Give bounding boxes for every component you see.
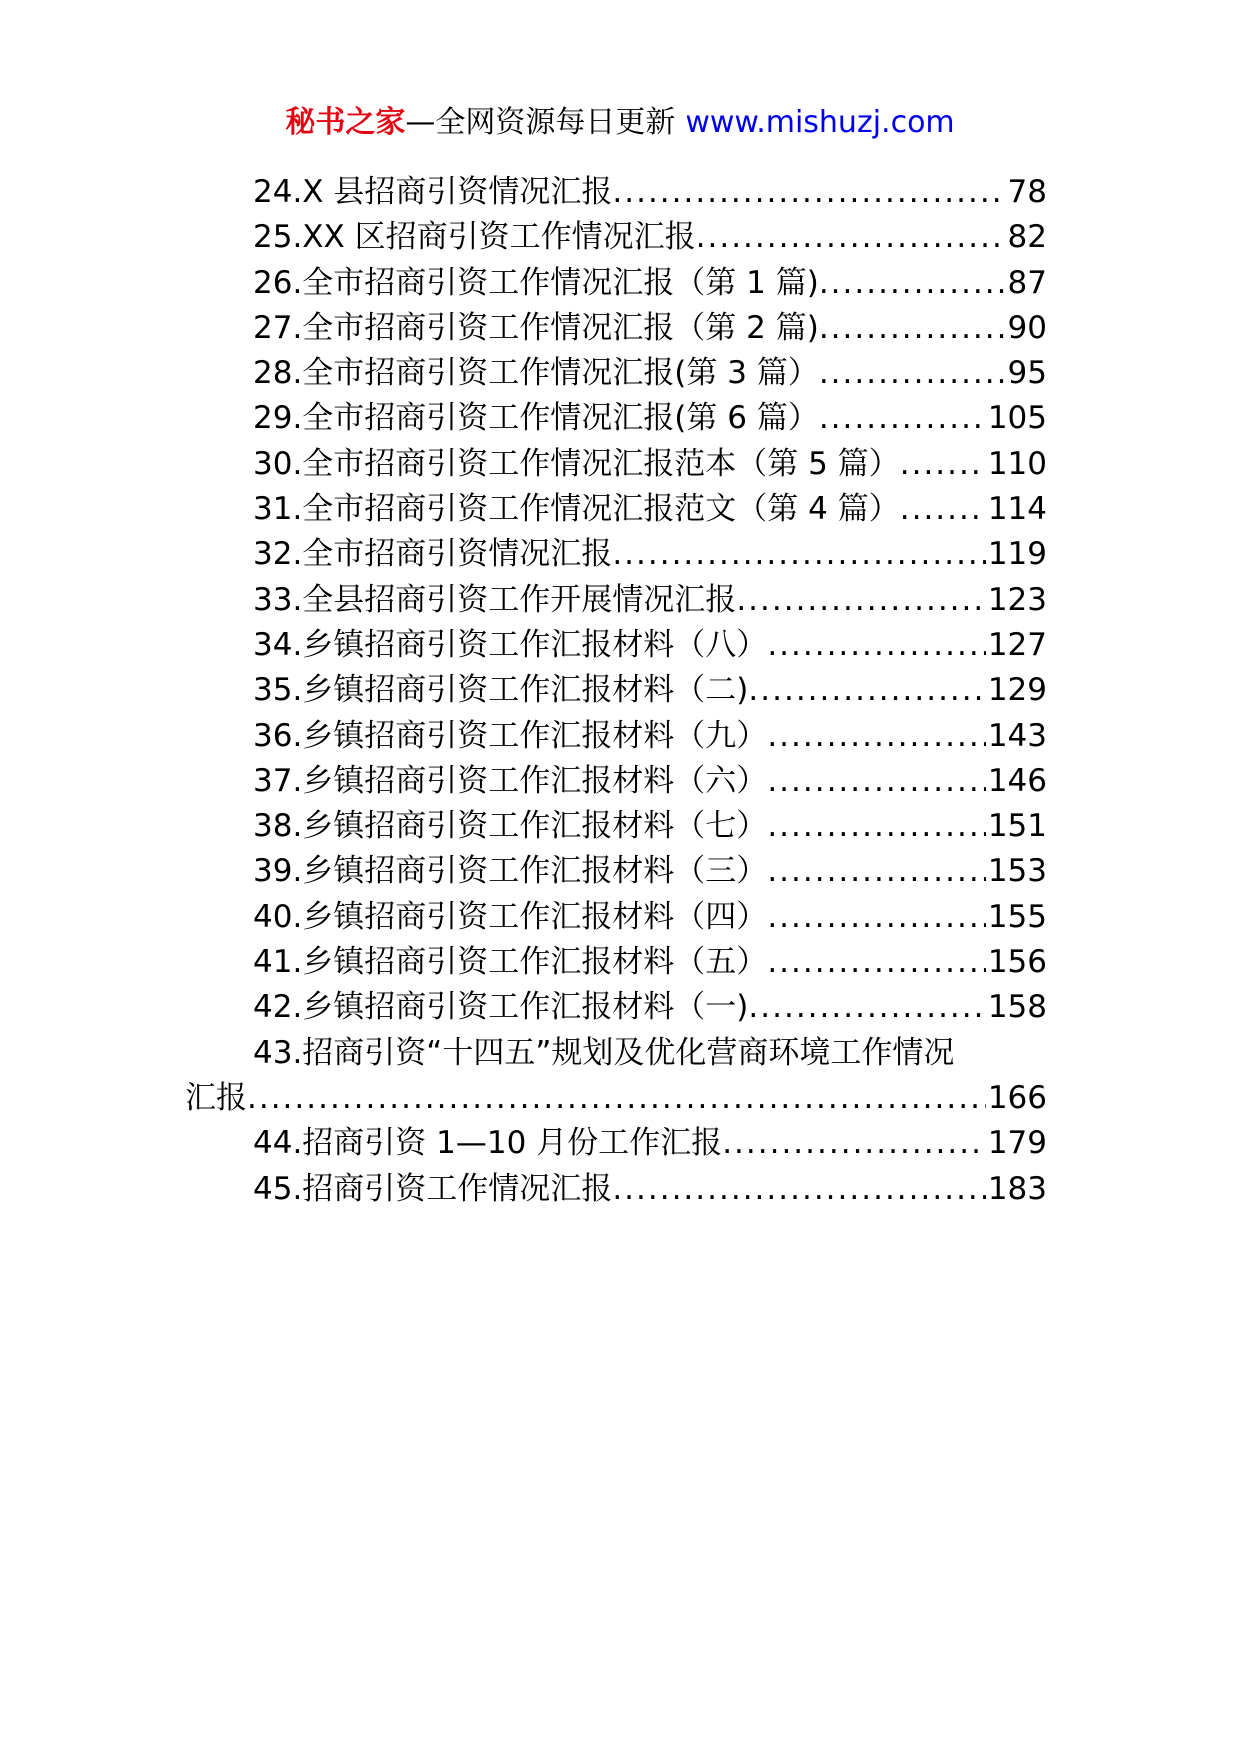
- toc-page-number: 158: [987, 989, 1047, 1026]
- toc-page-number: 90: [1007, 309, 1047, 346]
- toc-page-number: 78: [1007, 174, 1047, 210]
- toc-entry-title: 39.乡镇招商引资工作汇报材料（三）: [253, 853, 768, 890]
- toc-dot-leader: [900, 442, 986, 487]
- toc-entry[interactable]: [185, 170, 1047, 215]
- toc-entry-title: 36.乡镇招商引资工作汇报材料（九）: [253, 717, 768, 754]
- toc-dot-leader: [748, 985, 985, 1030]
- toc-entry[interactable]: [185, 1121, 1047, 1166]
- toc-page-number: 119: [987, 536, 1047, 573]
- toc-entry-title: 34.乡镇招商引资工作汇报材料（八）: [253, 626, 768, 663]
- toc-entry[interactable]: [185, 804, 1047, 849]
- toc-dot-leader: [819, 306, 1006, 351]
- toc-entry[interactable]: [185, 1167, 1047, 1212]
- toc-entry-title: 43.招商引资“十四五”规划及优化营商环境工作情况: [253, 1034, 955, 1071]
- toc-page-number: 143: [987, 717, 1047, 754]
- header-brand: 秘书之家: [285, 105, 406, 140]
- toc-page-number: 95: [1007, 355, 1047, 392]
- toc-page-number: 153: [987, 853, 1047, 890]
- toc-dot-leader: [819, 261, 1006, 306]
- toc-entry-title: 45.招商引资工作情况汇报: [253, 1170, 613, 1207]
- toc-entry-title: 28.全市招商引资工作情况汇报(第 3 篇）: [253, 355, 819, 392]
- toc-entry-title: 40.乡镇招商引资工作汇报材料（四）: [253, 898, 768, 935]
- toc-dot-leader: [736, 578, 986, 623]
- toc-entry-title: 25.XX 区招商引资工作情况汇报: [253, 219, 696, 256]
- toc-dot-leader: [247, 1076, 986, 1121]
- toc-entry-title: 35.乡镇招商引资工作汇报材料（二): [253, 672, 749, 709]
- toc-page-number: 156: [987, 944, 1047, 981]
- toc-entry-title: 42.乡镇招商引资工作汇报材料（一): [253, 989, 749, 1026]
- toc-dot-leader: [612, 170, 1005, 215]
- toc-entry[interactable]: [185, 623, 1047, 668]
- header-slogan: —全网资源每日更新: [405, 105, 676, 140]
- toc-entry-wrapped[interactable]: [185, 1031, 1047, 1122]
- toc-entry-title: 26.全市招商引资工作情况汇报（第 1 篇): [253, 264, 819, 301]
- toc-dot-leader: [722, 1121, 986, 1166]
- toc-entry[interactable]: [185, 578, 1047, 623]
- toc-page-number: 82: [1007, 219, 1047, 256]
- toc-entry[interactable]: [185, 668, 1047, 713]
- header-url-link[interactable]: www.mishuzj.com: [685, 105, 955, 140]
- toc-entry-title: 44.招商引资 1—10 月份工作汇报: [253, 1125, 723, 1162]
- toc-page-number: 183: [987, 1170, 1047, 1207]
- toc-entry-title: 29.全市招商引资工作情况汇报(第 6 篇）: [253, 400, 819, 437]
- toc-entry[interactable]: [185, 759, 1047, 804]
- toc-dot-leader: [767, 895, 986, 940]
- toc-entry-title: 32.全市招商引资情况汇报: [253, 536, 613, 573]
- toc-dot-leader: [767, 940, 986, 985]
- toc-dot-leader: [767, 714, 986, 759]
- toc-entry-title: 38.乡镇招商引资工作汇报材料（七）: [253, 808, 768, 845]
- toc-page-number: 155: [987, 898, 1047, 935]
- toc-dot-leader: [612, 532, 986, 577]
- toc-entry-title: 31.全市招商引资工作情况汇报范文（第 4 篇）: [253, 491, 900, 528]
- toc-entry[interactable]: [185, 714, 1047, 759]
- toc-page-number: 123: [987, 581, 1047, 618]
- toc-entry[interactable]: [185, 532, 1047, 577]
- toc-page-number: 114: [987, 491, 1047, 528]
- table-of-contents: [185, 170, 1047, 1212]
- toc-dot-leader: [900, 487, 986, 532]
- toc-entry-title: 27.全市招商引资工作情况汇报（第 2 篇): [253, 309, 819, 346]
- toc-entry[interactable]: [185, 261, 1047, 306]
- toc-page-number: 105: [987, 400, 1047, 437]
- toc-entry-title-continuation: 汇报: [185, 1079, 247, 1116]
- page-header: [0, 103, 1240, 143]
- toc-entry[interactable]: [185, 985, 1047, 1030]
- toc-page-number: 179: [987, 1125, 1047, 1162]
- toc-entry-title: 37.乡镇招商引资工作汇报材料（六）: [253, 762, 768, 799]
- toc-entry[interactable]: [185, 306, 1047, 351]
- toc-page-number: 166: [987, 1079, 1047, 1116]
- toc-entry[interactable]: [185, 487, 1047, 532]
- toc-dot-leader: [748, 668, 985, 713]
- toc-page-number: 110: [987, 445, 1047, 482]
- toc-entry[interactable]: [185, 351, 1047, 396]
- toc-dot-leader: [767, 759, 986, 804]
- toc-entry-title: 30.全市招商引资工作情况汇报范本（第 5 篇）: [253, 445, 900, 482]
- toc-page-number: 87: [1007, 264, 1047, 301]
- toc-entry[interactable]: [185, 396, 1047, 441]
- toc-entry[interactable]: [185, 895, 1047, 940]
- toc-page-number: 127: [987, 626, 1047, 663]
- toc-dot-leader: [767, 804, 986, 849]
- toc-page-number: 146: [987, 762, 1047, 799]
- toc-entry[interactable]: [185, 442, 1047, 487]
- toc-dot-leader: [767, 623, 986, 668]
- toc-entry-title: 33.全县招商引资工作开展情况汇报: [253, 581, 737, 618]
- toc-entry[interactable]: [185, 849, 1047, 894]
- toc-dot-leader: [612, 1167, 986, 1212]
- toc-entry-title: 24.X 县招商引资情况汇报: [253, 174, 613, 210]
- toc-dot-leader: [819, 396, 986, 441]
- toc-dot-leader: [819, 351, 1006, 396]
- toc-entry[interactable]: [185, 940, 1047, 985]
- toc-page-number: 151: [987, 808, 1047, 845]
- toc-dot-leader: [696, 215, 1006, 260]
- toc-entry[interactable]: [185, 215, 1047, 260]
- toc-entry-title: 41.乡镇招商引资工作汇报材料（五）: [253, 944, 768, 981]
- toc-page-number: 129: [987, 672, 1047, 709]
- toc-dot-leader: [767, 849, 986, 894]
